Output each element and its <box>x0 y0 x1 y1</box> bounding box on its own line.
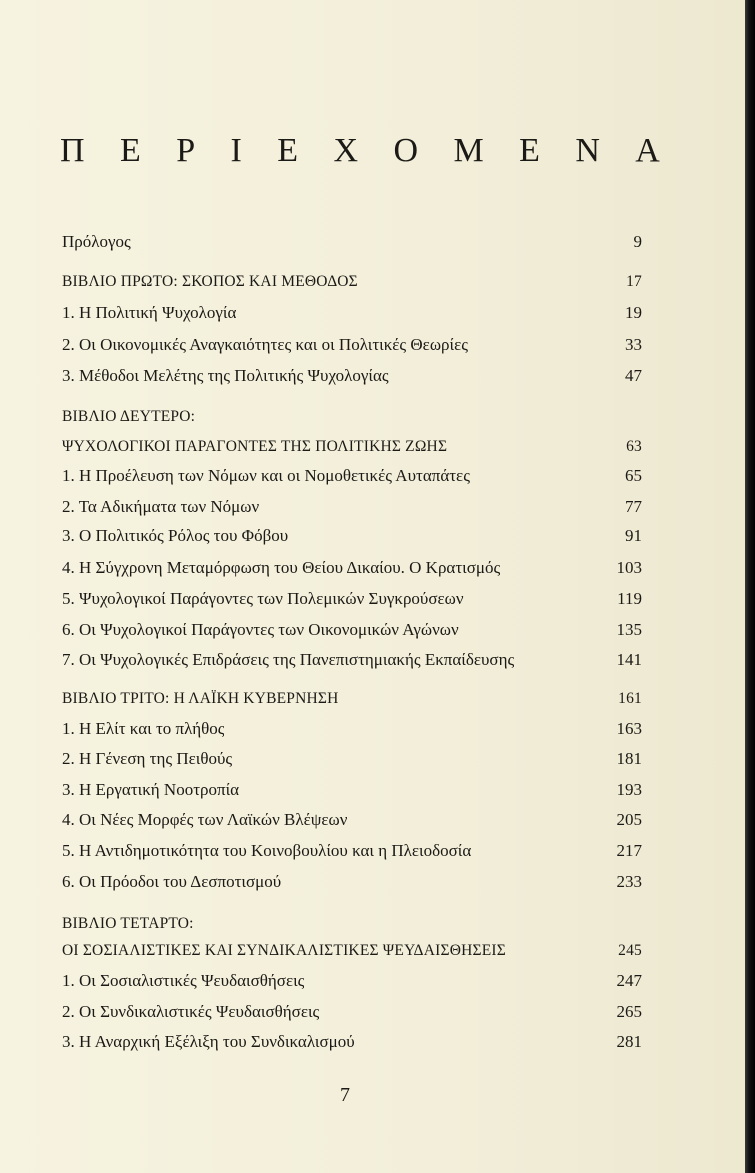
toc-section-heading <box>62 408 642 426</box>
toc-entry-page: 181 <box>616 749 642 768</box>
toc-entry-title: 3. Η Αναρχική Εξέλιξη του Συνδικαλισμού <box>62 1032 355 1051</box>
toc-section-heading <box>62 690 642 708</box>
toc-entry-page: 161 <box>618 690 642 707</box>
toc-entry-title: ΨΥΧΟΛΟΓΙΚΟΙ ΠΑΡΑΓΟΝΤΕΣ ΤΗΣ ΠΟΛΙΤΙΚΗΣ ΖΩΗΣ <box>62 438 448 455</box>
toc-entry-title: 2. Η Γένεση της Πειθούς <box>62 749 233 768</box>
heading-letter: Χ <box>333 132 359 169</box>
toc-entry-page: 163 <box>616 719 642 738</box>
toc-entry-page: 247 <box>616 971 642 990</box>
toc-entry-title: 1. Η Προέλευση των Νόμων και οι Νομοθετικές Αυταπάτες <box>62 466 470 485</box>
toc-entry-page: 205 <box>616 810 642 829</box>
toc-entry <box>62 335 642 355</box>
heading-letter: Μ <box>453 132 484 169</box>
toc-entry-page: 119 <box>617 589 642 608</box>
heading-letter: Ρ <box>176 132 196 169</box>
toc-entry <box>62 749 642 769</box>
heading-letter: Ν <box>575 132 600 169</box>
heading-letter: Ε <box>519 132 540 169</box>
toc-entry-page: 65 <box>625 466 642 485</box>
toc-entry-title: 7. Οι Ψυχολογικές Επιδράσεις της Πανεπιστημιακής Εκπαίδευσης <box>62 650 515 669</box>
toc-entry-page: 63 <box>626 438 642 455</box>
toc-entry-page: 217 <box>616 841 642 860</box>
toc-entry-page: 141 <box>616 650 642 669</box>
toc-entry-title: ΒΙΒΛΙΟ ΠΡΩΤΟ: ΣΚΟΠΟΣ ΚΑΙ ΜΕΘΟΔΟΣ <box>62 273 358 290</box>
toc-entry-title: 2. Τα Αδικήματα των Νόμων <box>62 497 260 516</box>
toc-entry <box>62 650 642 670</box>
toc-entry-page: 103 <box>616 558 642 577</box>
toc-entry-title: ΟΙ ΣΟΣΙΑΛΙΣΤΙΚΕΣ ΚΑΙ ΣΥΝΔΙΚΑΛΙΣΤΙΚΕΣ ΨΕΥΔΑΙΣΘΗΣΕΙΣ <box>62 942 506 959</box>
toc-entry-title: 3. Ο Πολιτικός Ρόλος του Φόβου <box>62 526 289 545</box>
toc-entry <box>62 497 642 517</box>
toc-entry <box>62 780 642 800</box>
toc-entry-title: 1. Οι Σοσιαλιστικές Ψευδαισθήσεις <box>62 971 305 990</box>
toc-entry <box>62 589 642 609</box>
toc-entry-title: ΒΙΒΛΙΟ ΤΕΤΑΡΤΟ: <box>62 915 194 932</box>
heading-letter: Π <box>60 132 85 169</box>
toc-entry <box>62 620 642 640</box>
toc-entry <box>62 366 642 386</box>
toc-entry <box>62 526 642 546</box>
toc-entry-title: 1. Η Ελίτ και το πλήθος <box>62 719 225 738</box>
toc-entry-page: 91 <box>625 526 642 545</box>
toc-section-heading <box>62 438 642 456</box>
page-edge-shadow <box>745 0 755 1173</box>
toc-entry <box>62 232 642 252</box>
heading-letter: Α <box>635 132 660 169</box>
toc-entry-title: 1. Η Πολιτική Ψυχολογία <box>62 303 237 322</box>
toc-entry-title: 4. Η Σύγχρονη Μεταμόρφωση του Θείου Δικαίου. Ο Κρατισμός <box>62 558 501 577</box>
toc-entry-page: 9 <box>633 232 642 251</box>
contents-heading <box>60 132 660 170</box>
toc-entry <box>62 810 642 830</box>
toc-entry-page: 19 <box>625 303 642 322</box>
toc-entry-page: 47 <box>625 366 642 385</box>
heading-letter: Ο <box>393 132 419 169</box>
toc-entry <box>62 303 642 323</box>
toc-entry-title: 4. Οι Νέες Μορφές των Λαϊκών Βλέψεων <box>62 810 348 829</box>
toc-entry-page: 77 <box>625 497 642 516</box>
toc-entry <box>62 719 642 739</box>
heading-letter: Ε <box>277 132 299 169</box>
toc-entry-title: Πρόλογος <box>62 232 131 251</box>
page-number: 7 <box>340 1084 350 1106</box>
toc-entry-title: 5. Η Αντιδημοτικότητα του Κοινοβουλίου και η Πλειοδοσία <box>62 841 472 860</box>
toc-entry-page: 265 <box>616 1002 642 1021</box>
toc-section-heading <box>62 273 642 291</box>
toc-entry-title: ΒΙΒΛΙΟ ΔΕΥΤΕΡΟ: <box>62 408 196 425</box>
heading-letter: Ι <box>230 132 242 169</box>
toc-entry <box>62 1032 642 1052</box>
toc-entry <box>62 841 642 861</box>
toc-entry-page: 17 <box>626 273 642 290</box>
toc-entry-title: ΒΙΒΛΙΟ ΤΡΙΤΟ: Η ΛΑΪΚΗ ΚΥΒΕΡΝΗΣΗ <box>62 690 339 707</box>
toc-entry-page: 233 <box>616 872 642 891</box>
toc-section-heading <box>62 942 642 960</box>
toc-entry-title: 2. Οι Συνδικαλιστικές Ψευδαισθήσεις <box>62 1002 320 1021</box>
toc-entry-page: 245 <box>618 942 642 959</box>
toc-entry <box>62 558 642 578</box>
toc-entry-title: 2. Οι Οικονομικές Αναγκαιότητες και οι Πολιτικές Θεωρίες <box>62 335 468 354</box>
toc-entry-title: 6. Οι Ψυχολογικοί Παράγοντες των Οικονομικών Αγώνων <box>62 620 459 639</box>
toc-entry-title: 5. Ψυχολογικοί Παράγοντες των Πολεμικών Συγκρούσεων <box>62 589 464 608</box>
toc-entry-title: 3. Μέθοδοι Μελέτης της Πολιτικής Ψυχολογίας <box>62 366 389 385</box>
toc-entry <box>62 466 642 486</box>
toc-section-heading <box>62 915 642 933</box>
toc-entry-title: 3. Η Εργατική Νοοτροπία <box>62 780 240 799</box>
toc-entry <box>62 872 642 892</box>
toc-entry-page: 281 <box>616 1032 642 1051</box>
toc-entry <box>62 971 642 991</box>
toc-entry-title: 6. Οι Πρόοδοι του Δεσποτισμού <box>62 872 282 891</box>
toc-entry-page: 33 <box>625 335 642 354</box>
heading-letter: Ε <box>119 132 141 169</box>
toc-entry <box>62 1002 642 1022</box>
toc-entry-page: 135 <box>616 620 642 639</box>
toc-entry-page: 193 <box>616 780 642 799</box>
